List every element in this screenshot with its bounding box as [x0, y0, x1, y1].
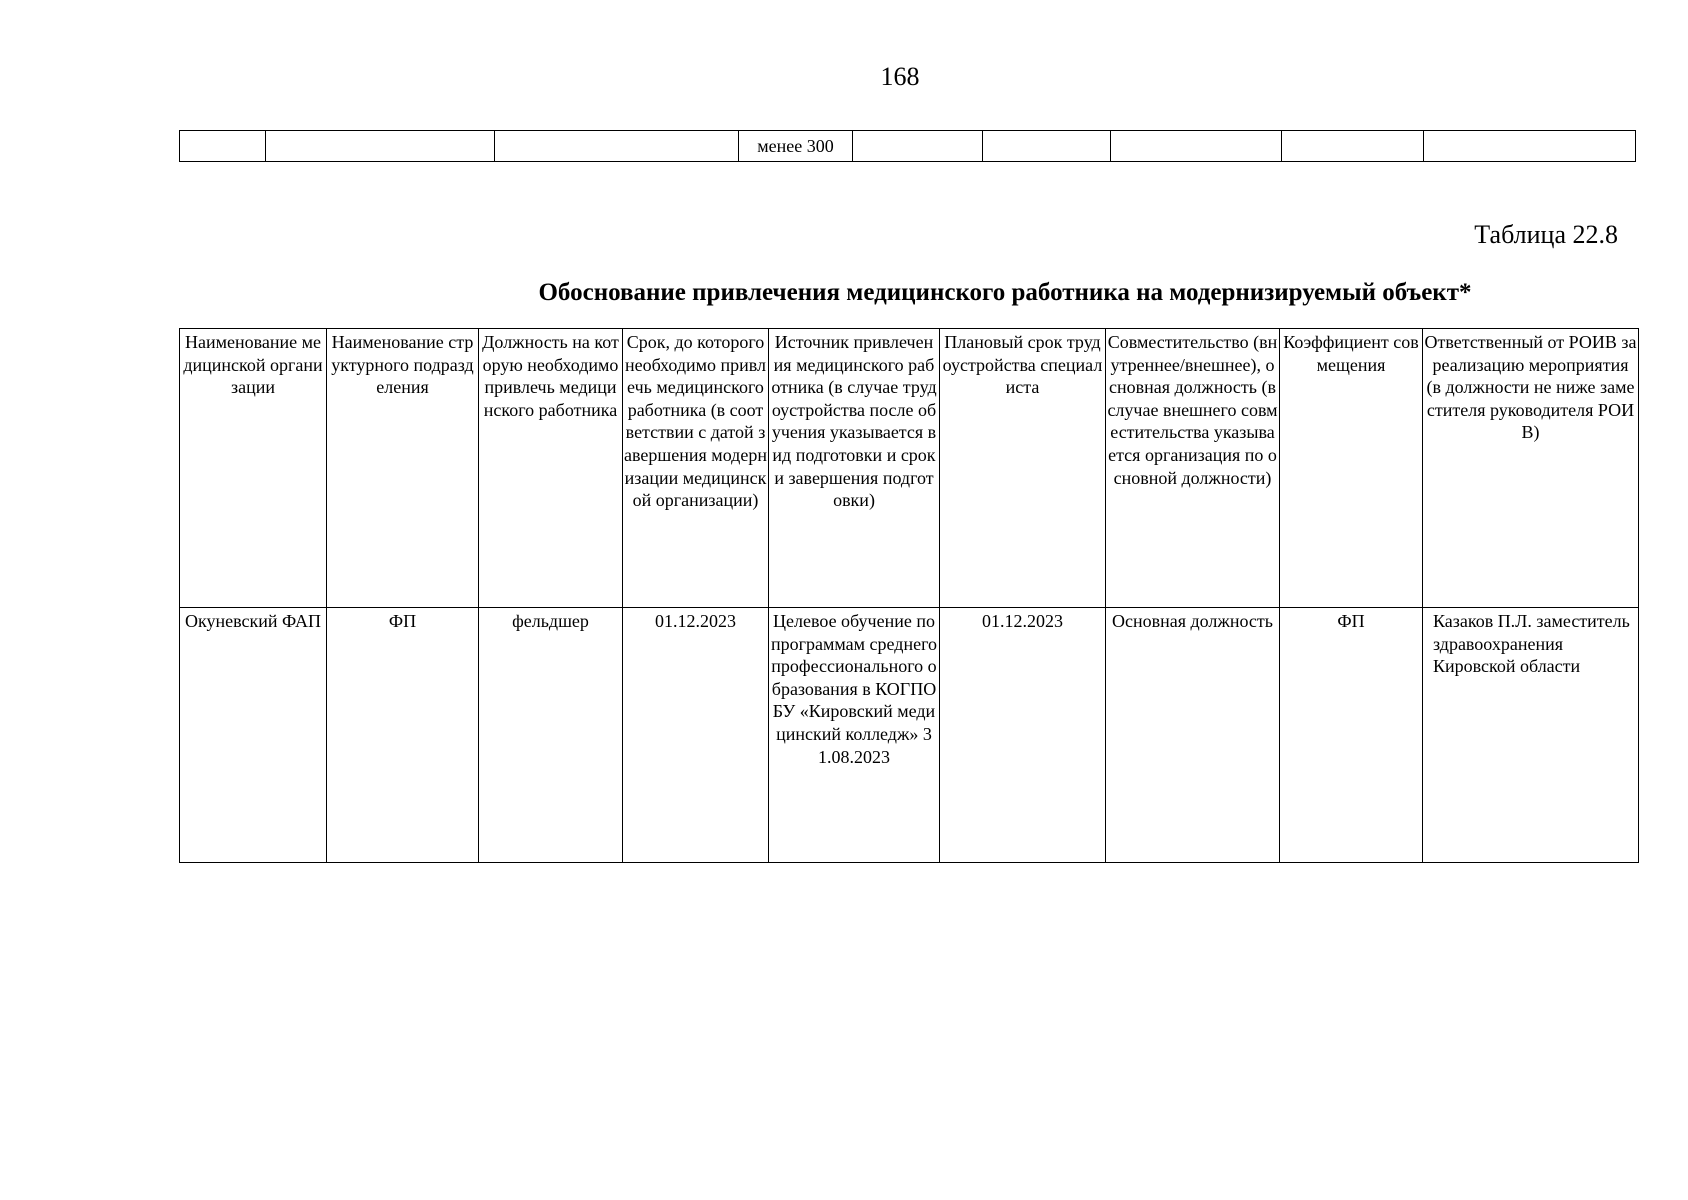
staffing-justification-table: [179, 328, 1639, 863]
table-cell: Окуневский ФАП: [180, 608, 327, 863]
column-header: Наименование медицинской организации: [180, 329, 327, 608]
table-title: Обоснование привлечения медицинского работника на модернизируемый объект*: [538, 279, 1472, 306]
table-cell: [266, 131, 495, 162]
page-number: 168: [880, 62, 920, 91]
table-row: [180, 131, 1636, 162]
table-cell: [1282, 131, 1424, 162]
table-cell: [853, 131, 983, 162]
table-cell: [495, 131, 739, 162]
continued-table-fragment: [179, 130, 1636, 162]
column-header: Совместительство (внутреннее/внешнее), основная должность (в случае внешнего совместительства указывается организация по основной должности): [1106, 329, 1280, 608]
column-header: Коэффициент совмещения: [1280, 329, 1423, 608]
table-cell: [983, 131, 1111, 162]
column-header: Наименование структурного подразделения: [327, 329, 479, 608]
column-header: Ответственный от РОИВ за реализацию мероприятия (в должности не ниже заместителя руководителя РОИВ): [1423, 329, 1639, 608]
table-cell: ФП: [327, 608, 479, 863]
table-cell: [180, 131, 266, 162]
column-header: Срок, до которого необходимо привлечь медицинского работника (в соответствии с датой завершения модернизации медицинской организации): [623, 329, 769, 608]
column-header: Должность на которую необходимо привлечь медицинского работника: [479, 329, 623, 608]
table-cell: ФП: [1280, 608, 1423, 863]
table-cell: фельдшер: [479, 608, 623, 863]
table-label: Таблица 22.8: [1474, 220, 1618, 249]
table-row: [180, 608, 1639, 863]
table-cell: менее 300: [739, 131, 853, 162]
table-cell: Целевое обучение по программам среднего профессионального образования в КОГПОБУ «Кировский медицинский колледж» 31.08.2023: [769, 608, 940, 863]
column-header: Плановый срок трудоустройства специалиста: [940, 329, 1106, 608]
table-cell: Основная должность: [1106, 608, 1280, 863]
table-cell: 01.12.2023: [623, 608, 769, 863]
table-cell: Казаков П.Л. заместитель здравоохранения Кировской области: [1423, 608, 1639, 863]
table-cell: [1111, 131, 1282, 162]
column-header: Источник привлечения медицинского работника (в случае трудоустройства после обучения указывается вид подготовки и сроки завершения подготовки): [769, 329, 940, 608]
table-cell: 01.12.2023: [940, 608, 1106, 863]
table-header-row: [180, 329, 1639, 608]
table-cell: [1424, 131, 1636, 162]
